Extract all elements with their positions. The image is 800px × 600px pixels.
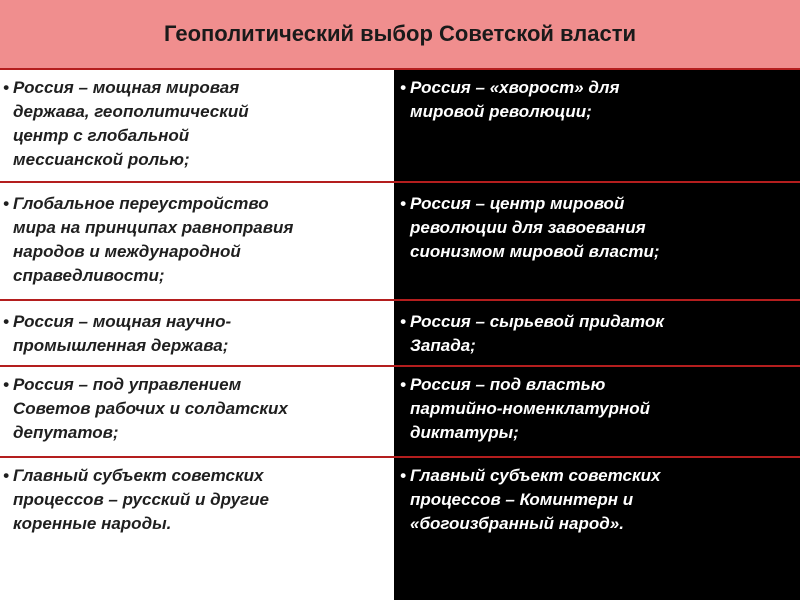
bullet-icon: • — [400, 466, 406, 485]
bullet-icon: • — [3, 78, 9, 97]
left-cell-text: Главный субъект советских процессов – русский и другие коренные народы. — [13, 466, 269, 533]
left-cell-3 — [3, 310, 391, 358]
row-divider — [0, 181, 800, 183]
title-bar — [0, 0, 800, 68]
bullet-icon: • — [400, 194, 406, 213]
bullet-icon: • — [400, 375, 406, 394]
left-cell-4 — [3, 373, 391, 445]
right-cell-text: Россия – центр мировой революции для завоевания сионизмом мировой власти; — [410, 194, 660, 261]
right-cell-1 — [400, 76, 795, 124]
right-cell-text: Россия – сырьевой придаток Запада; — [410, 312, 664, 355]
bullet-icon: • — [400, 312, 406, 331]
bullet-icon: • — [400, 78, 406, 97]
left-cell-text: Глобальное переустройство мира на принципах равноправия народов и международной справедливости; — [13, 194, 294, 285]
right-cell-2 — [400, 192, 795, 264]
right-cell-text: Россия – под властью партийно-номенклатурной диктатуры; — [410, 375, 651, 442]
row-divider — [0, 299, 800, 301]
row-divider — [0, 365, 800, 367]
right-cell-5 — [400, 464, 795, 536]
row-divider — [0, 68, 800, 70]
slide-title: Геополитический выбор Советской власти — [163, 21, 637, 46]
right-cell-3 — [400, 310, 795, 358]
right-cell-4 — [400, 373, 795, 445]
left-cell-text: Россия – мощная мировая держава, геополитический центр с глобальной мессианской ролью; — [13, 78, 249, 169]
bullet-icon: • — [3, 466, 9, 485]
bullet-icon: • — [3, 375, 9, 394]
left-cell-1 — [3, 76, 391, 172]
right-cell-text: Россия – «хворост» для мировой революции; — [410, 78, 620, 121]
left-cell-2 — [3, 192, 391, 288]
row-divider — [0, 456, 800, 458]
left-cell-text: Россия – под управлением Советов рабочих и солдатских депутатов; — [13, 375, 288, 442]
left-cell-text: Россия – мощная научно- промышленная держава; — [13, 312, 232, 355]
left-cell-5 — [3, 464, 391, 536]
right-cell-text: Главный субъект советских процессов – Коминтерн и «богоизбранный народ». — [410, 466, 661, 533]
bullet-icon: • — [3, 312, 9, 331]
bullet-icon: • — [3, 194, 9, 213]
